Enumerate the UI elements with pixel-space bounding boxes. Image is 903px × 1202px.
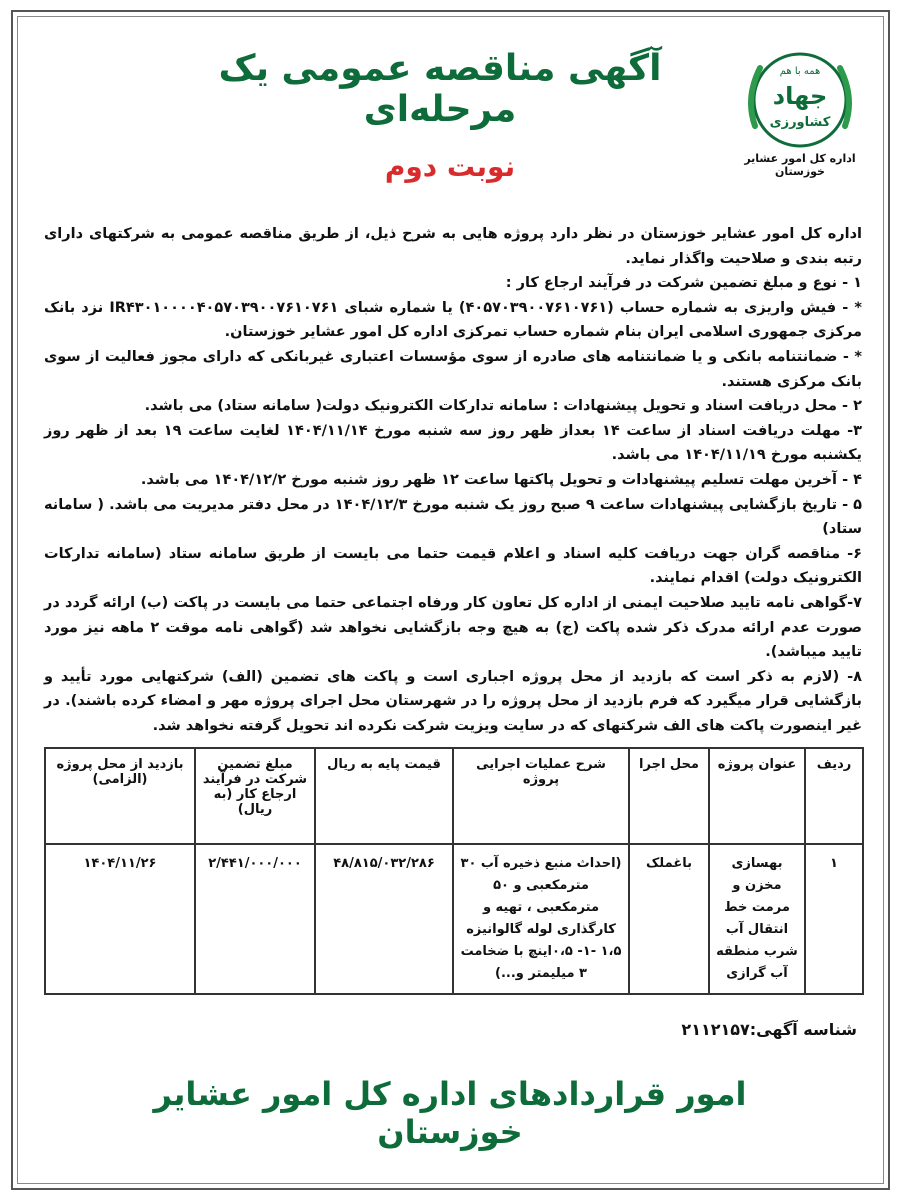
cell-base-price: ۴۸/۸۱۵/۰۳۲/۲۸۶ — [315, 844, 453, 994]
cell-project-title: بهسازی مخزن و مرمت خط انتقال آب شرب منطقه آب گرازی — [709, 844, 805, 994]
page-subtitle: نوبت دوم — [384, 150, 516, 183]
header-site-visit: بازدید از محل پروژه (الزامی) — [45, 748, 195, 844]
header-base-price: قیمت پایه به ریال — [315, 748, 453, 844]
clause-6: ۶- مناقصه گران جهت دریافت کلیه اسناد و اعلام قیمت حتما می بایست از طریق سامانه ستاد (سامانه تدارکات الکترونیک دولت) اقدام نمایند. — [44, 545, 862, 587]
clause-1-guarantee: * - ضمانتنامه بانکی و یا ضمانتنامه های صادره از سوی مؤسسات اعتباری غیربانکی که دارای مجوز فعالیت از سوی بانک مرکزی هستند. — [44, 348, 862, 390]
logo-caption: اداره کل امور عشایر خوزستان — [744, 152, 856, 178]
table-header-row — [45, 748, 863, 844]
clause-3: ۳- مهلت دریافت اسناد از ساعت ۱۴ بعداز ظهر روز سه شنبه مورخ ۱۴۰۴/۱۱/۱۴ لغایت ساعت ۱۹ بعد از ظهر روز یکشنبه مورخ ۱۴۰۴/۱۱/۱۹ می باشد. — [44, 422, 862, 464]
header-description: شرح عملیات اجرایی پروژه — [453, 748, 629, 844]
clause-7: ۷-گواهی نامه تایید صلاحیت ایمنی از اداره کل تعاون کار ورفاه اجتماعی حتما می بایست در پاکت (ب) ارائه گردد در صورت عدم ارائه مدرک ذکر شده پاکت (ج) به هیچ وجه بازگشایی نخواهد شد (گواهی نامه موقت ۲ ماهه نیز مورد تایید میباشد). — [44, 594, 863, 661]
table-row — [45, 844, 863, 994]
header-guarantee-amount: مبلغ تضمین شرکت در فرآیند ارجاع کار (به ریال) — [195, 748, 315, 844]
cell-description: (احداث منبع ذخیره آب ۳۰ مترمکعبی و ۵۰ مترمکعبی ، تهیه و کارگذاری لوله گالوانیزه ۱،۵ -۱- ۰،۵اینچ با ضخامت ۳ میلیمتر و...) — [453, 844, 629, 994]
projects-table — [44, 747, 864, 995]
clause-4: ۴ - آخرین مهلت تسلیم پیشنهادات و تحویل پاکتها ساعت ۱۲ ظهر روز شنبه مورخ ۱۴۰۴/۱۲/۲ می باشد. — [140, 471, 862, 488]
header-project-title: عنوان پروژه — [709, 748, 805, 844]
logo-main-text: جهاد — [772, 82, 828, 110]
logo-sub-text: کشاورزی — [769, 115, 831, 130]
cell-row-number: ۱ — [805, 844, 863, 994]
logo-small-text: همه با هم — [779, 66, 821, 77]
ad-id: شناسه آگهی:۲۱۱۲۱۵۷ — [681, 1020, 857, 1039]
clause-8: ۸- (لازم به ذکر است که بازدید از محل پروژه اجباری است و پاکت های تضمین (الف) شرکتهایی مورد تأیید و بازگشایی قرار میگیرد که فرم بازدید از محل پروژه را در شهرستان محل اجرای پروژه مهر و امضاء کرده باشند). در غیر اینصورت پاکت های الف شرکتهای که در سایت ویزیت شرکت نکرده اند تحویل گرفته نخواهد شد. — [44, 668, 862, 734]
header-location: محل اجرا — [629, 748, 709, 844]
clause-2: ۲ - محل دریافت اسناد و تحویل پیشنهادات : سامانه تدارکات الکترونیک دولت( سامانه ستاد) می باشد. — [144, 398, 862, 415]
clause-1-deposit: * - فیش واریزی به شماره حساب (۴۰۵۷۰۳۹۰۰۷۶۱۰۷۶۱) یا شماره شبای IR۴۳۰۱۰۰۰۰۴۰۵۷۰۳۹۰۰۷۶۱۰۷۶۱ نزد بانک مرکزی جمهوری اسلامی ایران بنام شماره حساب تمرکزی اداره کل امور عشایر خوزستان. — [44, 299, 863, 341]
clause-1: ۱ - نوع و مبلغ تضمین شرکت در فرآیند ارجاع کار : — [505, 275, 862, 292]
announcement-body — [44, 222, 862, 738]
header-row-number: ردیف — [805, 748, 863, 844]
cell-location: باغملک — [629, 844, 709, 994]
footer-title: امور قراردادهای اداره کل امور عشایر خوزستان — [153, 1075, 747, 1151]
intro-paragraph: اداره کل امور عشایر خوزستان در نظر دارد پروژه هایی به شرح ذیل، از طریق مناقصه عمومی به شرکتهای دارای رتبه بندی و صلاحیت واگذار نماید. — [44, 226, 862, 267]
clause-5: ۵ - تاریخ بازگشایی پیشنهادات ساعت ۹ صبح روز یک شنبه مورخ ۱۴۰۴/۱۲/۳ در محل دفتر مدیریت می باشد. ( سامانه ستاد) — [44, 496, 862, 538]
page-title: آگهی مناقصه عمومی یک مرحله‌ای — [218, 48, 662, 130]
cell-site-visit: ۱۴۰۴/۱۱/۲۶ — [45, 844, 195, 994]
cell-guarantee-amount: ۲/۴۴۱/۰۰۰/۰۰۰ — [195, 844, 315, 994]
